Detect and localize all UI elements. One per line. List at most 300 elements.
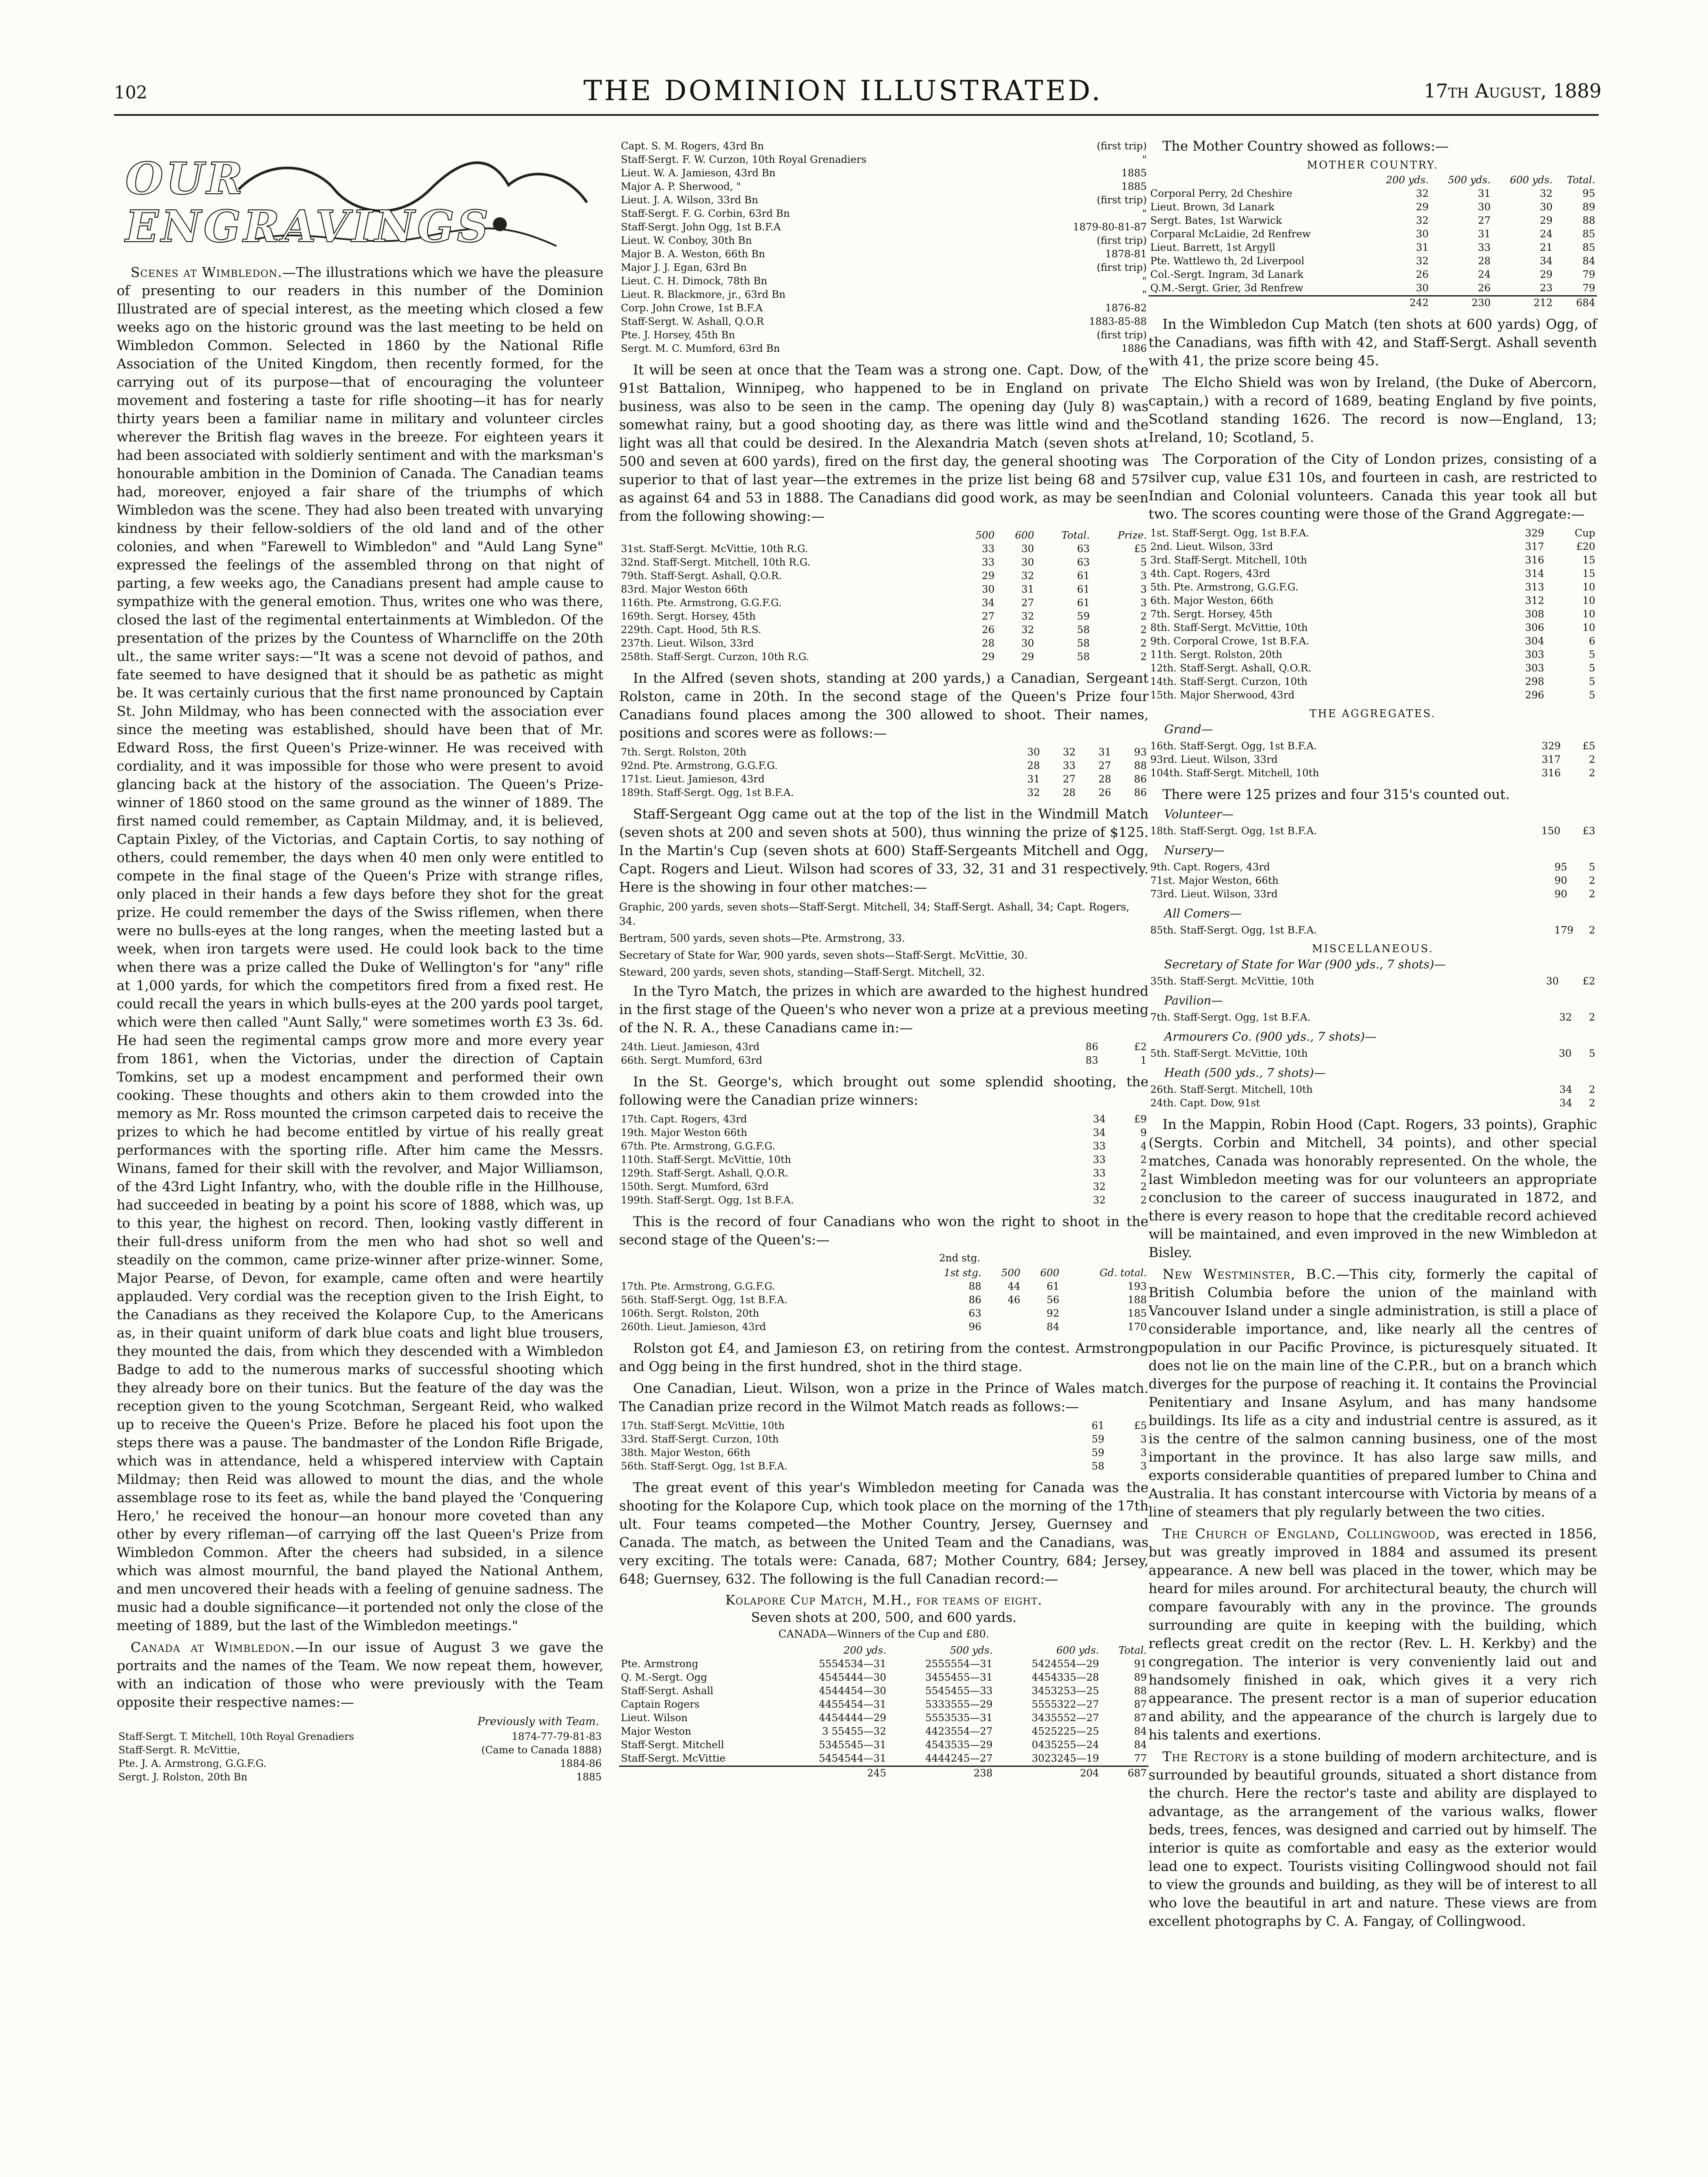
cell-name: 237th. Lieut. Wilson, 33rd	[621, 638, 754, 649]
team-member-years: 1886	[1121, 343, 1147, 354]
table-row	[619, 207, 1149, 221]
cell-value: 5	[1589, 663, 1595, 674]
cell-name: 15th. Major Sherwood, 43rd	[1150, 690, 1295, 701]
cell-value: 4455454—31	[819, 1699, 886, 1710]
logo-text: OUR ENGRAVINGS	[125, 153, 491, 252]
cell-value: 61	[1077, 584, 1090, 595]
team-member-name: Lieut. J. A. Wilson, 33rd Bn	[621, 195, 758, 206]
table-row	[117, 1771, 603, 1784]
team-member-name: Major B. A. Weston, 66th Bn	[621, 249, 765, 260]
team-member-years: 1883-85-88	[1089, 316, 1147, 327]
cell-name: 11th. Sergt. Rolston, 20th	[1150, 649, 1283, 661]
table-row	[619, 1658, 1149, 1671]
cell-value: 5	[1589, 1048, 1595, 1059]
elcho-paragraph: The Elcho Shield was won by Ireland, (the Duke of Abercorn, captain,) with a record of 1689, beating England by five points, Scotland standing 1626. The record is now—England, 13; Ireland, 10; Scotland, 5.	[1149, 375, 1597, 445]
cell-value: £3	[1582, 826, 1595, 837]
cell-value: 30	[982, 584, 995, 595]
cell-value: £5	[1582, 741, 1595, 752]
london-paragraph: The Corporation of the City of London prizes, consisting of a silver cup, value £31 10s, and fourteen in cash, are restricted to Indian and Colonial volunteers. Canada this year took all but two. The scores counting were those of the Grand Aggregate:—	[1149, 452, 1597, 522]
cell-value: 24	[1478, 269, 1491, 280]
table-header-row	[619, 1644, 1149, 1658]
cell-value: 32	[1559, 1012, 1572, 1023]
cell-name: Q. M.-Sergt. Ogg	[621, 1672, 707, 1683]
stgeorge-paragraph: In the St. George's, which brought out some splendid shooting, the following were the Canadian prize winners:	[619, 1074, 1149, 1108]
cell-value: £2	[1134, 1041, 1147, 1053]
cell-value: 96	[968, 1321, 982, 1333]
cell-value: 77	[1134, 1753, 1147, 1764]
wimbledon-heading: Scenes at Wimbledon.	[131, 265, 283, 280]
cell-value: 30	[1559, 1048, 1572, 1059]
cell-value: 10	[1582, 582, 1595, 593]
rectory-paragraph	[1149, 1748, 1597, 1931]
cell-value: 84	[1046, 1321, 1060, 1333]
cell-name: 189th. Staff-Sergt. Ogg, 1st B.F.A.	[621, 787, 794, 799]
cell-name: 229th. Capt. Hood, 5th R.S.	[621, 624, 761, 636]
table-row	[1149, 689, 1597, 702]
table-row	[619, 623, 1149, 637]
cell-value: 3	[1140, 1434, 1147, 1445]
cell-value: 329	[1525, 528, 1544, 539]
table-row	[619, 221, 1149, 234]
cell-value: 86	[1134, 787, 1147, 799]
cell-value: 15	[1582, 568, 1595, 580]
kolapore-title: Kolapore Cup Match, M.H., for teams of eight.	[725, 1593, 1042, 1608]
table-row	[619, 1113, 1149, 1126]
cell-value: 4544454—30	[819, 1685, 886, 1697]
cell-name: 2nd. Lieut. Wilson, 33rd	[1150, 541, 1273, 553]
table-row	[619, 140, 1149, 153]
table-row	[619, 1321, 1149, 1334]
cell-value: 4454444—29	[819, 1712, 886, 1724]
cell-value: 27	[982, 611, 995, 622]
misc-title: MISCELLANEOUS.	[1312, 943, 1434, 955]
cell-value: 29	[982, 570, 995, 582]
cell-value: 33	[1478, 242, 1491, 253]
cell-value: 3455455—31	[925, 1672, 993, 1683]
cell-value: £5	[1134, 543, 1147, 555]
tyro-paragraph: In the Tyro Match, the prizes in which are awarded to the highest hundred in the first stage of the Queen's who never won a prize at a previous meeting of the N. R. A., these Canadians came in:—	[619, 984, 1149, 1036]
cell-value: 2	[1140, 1181, 1147, 1193]
table-row	[1149, 1097, 1597, 1110]
cell-name: 12th. Staff-Sergt. Ashall, Q.O.R.	[1150, 663, 1311, 674]
issue-date: 17th August, 1889	[1424, 80, 1602, 102]
cell-value: 58	[1077, 638, 1090, 649]
table-row	[1149, 296, 1597, 310]
table-row	[1149, 228, 1597, 241]
table-row	[619, 1294, 1149, 1307]
rolston-paragraph: Rolston got £4, and Jamieson £3, on retiring from the contest. Armstrong and Ogg being in the first hundred, shot in the third stage.	[619, 1341, 1149, 1375]
cell-value: 58	[1092, 1461, 1105, 1472]
cell-value: 4444245—27	[925, 1753, 993, 1764]
cell-value: 32	[1416, 215, 1429, 226]
cell-name: 7th. Staff-Sergt. Ogg, 1st B.F.A.	[1150, 1012, 1310, 1023]
table-row	[619, 153, 1149, 167]
cell-value: 9	[1140, 1127, 1147, 1139]
table-row	[1149, 540, 1597, 554]
cell-name: 26th. Staff-Sergt. Mitchell, 10th	[1150, 1084, 1313, 1095]
table-row	[619, 1041, 1149, 1054]
cell-name	[619, 1644, 782, 1658]
table-row	[1149, 753, 1597, 767]
alexandria-table	[619, 529, 1149, 664]
cell-value: 32	[1540, 188, 1553, 199]
mother-title: MOTHER COUNTRY.	[1307, 159, 1439, 171]
cell-value: 500	[1001, 1267, 1021, 1279]
cell-value: 212	[1533, 297, 1553, 309]
cell-value: 30	[1021, 557, 1034, 568]
cell-value: 30	[1021, 543, 1034, 555]
cell-value: 88	[968, 1281, 982, 1292]
cell-value: 3435552—27	[1031, 1712, 1099, 1724]
cell-value: 313	[1525, 582, 1544, 593]
cell-value: 34	[1093, 1114, 1106, 1125]
cell-value: 2555554—31	[925, 1658, 993, 1670]
cell-value: 3	[1140, 597, 1147, 609]
cell-value: 24	[1540, 229, 1553, 240]
cell-name: Pte. Armstrong	[621, 1658, 698, 1670]
cell-value: 84	[1134, 1726, 1147, 1737]
cell-value: 200 yds.	[1386, 175, 1429, 186]
cell-value: 83	[1085, 1055, 1098, 1066]
cell-value: Gd. total.	[1099, 1267, 1147, 1279]
cell-value: 3	[1140, 1461, 1147, 1472]
team-member-name: Lieut. W. Conboy, 30th Bn	[621, 235, 752, 246]
cell-name: 8th. Staff-Sergt. McVittie, 10th	[1150, 622, 1308, 634]
cell-value: 28	[1063, 787, 1076, 799]
cell-value: 303	[1525, 649, 1544, 661]
cell-value: 2	[1589, 1084, 1595, 1095]
table-row	[619, 1671, 1149, 1685]
wimbledon-text: —The illustrations which we have the pleasure of presenting to our readers in this number of the Dominion Illustrated are of special interest, as the meeting which closed a few weeks ago on the historic ground was the last meeting to be held on Wimbledon Common. Selected in 1860 by the National Rifle Association of the United Kingdom, then recently formed, for the carrying out of its purpose—that of encouraging the volunteer movement and fostering a taste for rifle shooting—it has for nearly thirty years been a familiar name in military and volunteer circles wherever the British flag waves in the breeze. For eighteen years it had been associated with soldierly sentiment and with the marksman's honourable ambition in the Dominion of Canada. The Canadian teams had, moreover, enjoyed a fair share of the triumphs of which Wimbledon was the scene. They had also been treated with unvarying kindness by their fellow-soldiers of the old land and of the other colonies, and when "Farewell to Wimbledon" and "Auld Lang Syne" expressed the feelings of the assembled throng on that night of parting, a few weeks ago, the Canadians present had ample cause to sympathize with the general emotion. Thus, writes one who was there, closed the last of the regimental entertainments at Wimbledon. Of the presentation of the prizes by the Countess of Wharncliffe on the 20th ult., the same writer says:—"It was a scene not devoid of pathos, and fate seemed to have designed that it should be as pathetic as might be. It was certainly curious that the first name pronounced by Captain St. John Mildmay, who has been connected with the association ever since the meeting was established, should have been that of Mr. Edward Ross, the first Queen's Prize-winner. He was received with cordiality, and it was impossible for those who were present to avoid glancing back at the history of the association. The Queen's Prize-winner of 1860 stood on the same ground as the winner of 1889. The first named could remember, as Captain Mildmay, and, it is believed, Captain Pixley, of the Victorias, and Captain Cortis, to say nothing of others, could remember, the days when 40 men only were entitled to compete in the final stage of the Queen's Prize with strange rifles, only placed in their hands a few days before they shot for the great prize. He could remember the days of the Swiss riflemen, when there were no bulls-eyes at the long ranges, when the meeting lasted but a week, when iron targets were used. He could look back to the time when there was a prize called the Duke of Wellington's for "any" rifle at 1,000 yards, for which the competitors fired from a fixed rest. He could recall the years in which bulls-eyes at the 200 yards pool target, which were then called "Aunt Sally," were sometimes worth £3 3s. 6d. He had seen the regimental camps grow more and more every year from 1861, when the Victorias, under the direction of Captain Tomkins, set up a modest encampment and performed their own cooking. These thoughts and others akin to them crowded into the memory as Mr. Ross mounted the crimson carpeted dais to receive the prizes to which he had become entitled by virtue of his really great performances with the sporting rifle. After him came the Messrs. Winans, famed for their skill with the revolver, and Major Williamson, of the 43rd Light Infantry, who, with the double rifle in the Hillhouse, had succeeded in beating by a point his score of 1888, which was, up to this year, the highest on record. Then, looking vastly different in their full-dress uniform from the men who had shot so well and steadily on the common, came prize-winner after prize-winner. Some, Major Pearse, of Devon, for example, came often and were heartily applauded. Very cordial was the reception given to the Irish Eight, to the Canadians as they received the Kolapore Cup, to the Americans as, in their quaint uniform of dark blue coats and light blue trousers, they mounted the dais, from which they descended with a Wimbledon Badge to add to the numerous marks of successful shooting which they already bore on their tunics. But the feature of the day was the reception given to the young Scotchman, Sergeant Reid, who walked up to receive the Queen's Prize. Before he placed his foot upon the steps there was a pause. The bandmaster of the London Rifle Brigade, which was in attendance, held a whispered interview with Captain Mildmay; then Reid was allowed to mount the dias, and the whole assemblage rose to its feet as, while the band played the 'Conquering Hero,' he received the honour—an honour more coveted than any other by every rifleman—of carrying off the last Queen's Prize from Wimbledon Common. After the cheers had subsided, in a silence which was almost mournful, the band played the National Anthem, and men uncovered their heads with a feeling of genuine sadness. The music had a double significance—it portended not only the close of the meeting of 1889, but the last of the Wimbledon meetings."	[117, 265, 603, 1634]
team-member-years: (Came to Canada 1888)	[481, 1745, 602, 1756]
table-row	[619, 610, 1149, 623]
cell-name: 56th. Staff-Sergt. Ogg, 1st B.F.A.	[621, 1294, 788, 1306]
cell-value: 63	[1077, 557, 1090, 568]
cell-value: 2	[1589, 925, 1595, 936]
pavilion-label: Pavilion—	[1164, 994, 1223, 1008]
cell-name: 56th. Staff-Sergt. Ogg, 1st B.F.A.	[621, 1461, 788, 1472]
secretary-table	[1149, 975, 1597, 988]
cell-value: 317	[1541, 754, 1561, 765]
church-paragraph	[1149, 1525, 1597, 1744]
ogg-paragraph: Staff-Sergeant Ogg came out at the top of the list in the Windmill Match (seven shots at 200 and seven shots at 500), thus winning the prize of $125. In the Martin's Cup (seven shots at 600) Staff-Sergeants Mitchell and Ogg, Capt. Rogers and Lieut. Wilson had scores of 33, 32, 31 and 31 respectively. Here is the showing in four other matches:—	[619, 806, 1149, 895]
record-table	[619, 1267, 1149, 1334]
cell-value: 2	[1140, 638, 1147, 649]
cell-value: 61	[1046, 1281, 1060, 1292]
table-row	[619, 234, 1149, 248]
team-member-years: 1885	[576, 1772, 602, 1783]
table-row	[619, 261, 1149, 275]
team-member-years: 1885	[1121, 168, 1147, 179]
bertram-note: Bertram, 500 yards, seven shots—Pte. Armstrong, 33.	[619, 932, 905, 944]
cell-value: 26	[1098, 787, 1112, 799]
cell-value: 179	[1554, 925, 1573, 936]
cell-value: 28	[1478, 256, 1491, 267]
table-row	[619, 1685, 1149, 1698]
westminster-paragraph	[1149, 1265, 1597, 1521]
cell-name: 66th. Sergt. Mumford, 63rd	[621, 1055, 762, 1066]
table-row	[1149, 767, 1597, 780]
cell-value: 30	[1416, 283, 1429, 294]
cell-value: 1	[1140, 1055, 1147, 1066]
cell-value: 600 yds.	[1509, 175, 1553, 186]
table-row	[619, 637, 1149, 650]
cell-name: 17th. Capt. Rogers, 43rd	[621, 1114, 747, 1125]
cell-value: 230	[1471, 297, 1491, 309]
cell-value: 29	[1540, 269, 1553, 280]
cell-value: 5	[1589, 676, 1595, 687]
table-row	[619, 1280, 1149, 1294]
volunteer-table	[1149, 825, 1597, 838]
cell-name: Sergt. Bates, 1st Warwick	[1150, 215, 1282, 226]
cell-value: 684	[1576, 297, 1595, 309]
table-row	[619, 342, 1149, 356]
cell-value: 3453253—25	[1031, 1685, 1099, 1697]
our-engravings-logo	[117, 137, 603, 263]
cell-value: 86	[1085, 1041, 1098, 1053]
cell-value: 316	[1541, 768, 1561, 779]
cell-name: 33rd. Staff-Sergt. Curzon, 10th	[621, 1434, 779, 1445]
cell-name: 129th. Staff-Sergt. Ashall, Q.O.R.	[621, 1168, 788, 1179]
team-member-years: 1876-82	[1105, 303, 1147, 314]
cell-value: 88	[1582, 215, 1595, 226]
graphic-note: Graphic, 200 yards, seven shots—Staff-Sergt. Mitchell, 34; Staff-Sergt. Ashall, 34; Capt. Rogers, 34.	[619, 901, 1130, 927]
canada-text: —In our issue of August 3 we gave the portraits and the names of the Team. We now repeat them, however, with an indication of those who were previously with the Team opposite their respective names:—	[117, 1640, 603, 1710]
cell-value: Total.	[1061, 530, 1090, 541]
cell-value: 32	[1021, 611, 1034, 622]
table-row	[1149, 1083, 1597, 1097]
table-row	[1149, 861, 1597, 874]
cell-value: 84	[1582, 256, 1595, 267]
westminster-text: —This city, formerly the capital of British Columbia before the union of the mainland with Vancouver Island under a single administration, is still a place of considerable importance, and, like nearly all the centres of population in our Pacific Province, is picturesquely situated. It does not lie on the main line of the C.P.R., but on a branch which diverges for the purpose of reaching it. It contains the Provincial Penitentiary and Insane Asylum, and has many handsome buildings. Its life as a city and industrial centre is assured, as it is the centre of the salmon canning business, one of the most important in the province. It has also large saw mills, and exports considerable quantities of prepared lumber to China and Australia. It has constant intercourse with Victoria by means of a line of steamers that ply regularly between the two cities.	[1149, 1267, 1597, 1520]
cell-name: 35th. Staff-Sergt. McVittie, 10th	[1150, 976, 1314, 987]
team-member-years: (first trip)	[1097, 195, 1147, 206]
cell-name	[1149, 174, 1368, 187]
mappin-paragraph: In the Mappin, Robin Hood (Capt. Rogers, 33 points), Graphic (Sergts. Corbin and Mitchell, 34 points), and other special matches, Canada was honorably represented. On the whole, the last Wimbledon meeting was for our volunteers an appropriate conclusion to the career of success inaugurated in 1872, and there is every reason to hope that the creditable record achieved will be maintained, and even improved in the new Wimbledon at Bisley.	[1149, 1117, 1597, 1260]
cell-value: Cup	[1574, 528, 1595, 539]
cell-value: 32	[1416, 188, 1429, 199]
cell-value: 34	[1540, 256, 1553, 267]
team-member-name: Staff-Sergt. John Ogg, 1st B.F.A	[621, 222, 781, 233]
cell-value: 63	[968, 1308, 982, 1319]
team-member-years: 1885	[1121, 181, 1147, 192]
cell-value: 32	[1063, 747, 1076, 758]
table-row	[1149, 1011, 1597, 1024]
cell-name: 79th. Staff-Sergt. Ashall, Q.O.R.	[621, 570, 782, 582]
cell-name: 7th. Sergt. Rolston, 20th	[621, 747, 747, 758]
team-member-years: 1874-77-79-81-83	[512, 1731, 602, 1742]
cell-value: 31	[1478, 188, 1491, 199]
table-row	[1149, 581, 1597, 594]
cell-name: 3rd. Staff-Sergt. Mitchell, 10th	[1150, 555, 1307, 566]
cell-value	[983, 1307, 1022, 1321]
cell-value: 29	[1021, 651, 1034, 663]
cell-name: 17th. Staff-Sergt. McVittie, 10th	[621, 1420, 785, 1432]
cell-value: 46	[1007, 1294, 1021, 1306]
cell-value: 95	[1554, 862, 1567, 873]
cell-value: 4543535—29	[925, 1739, 993, 1751]
table-row	[117, 1757, 603, 1771]
cell-value: 1st stg.	[944, 1267, 982, 1279]
table-row	[619, 1766, 1149, 1781]
cell-value: 34	[982, 597, 995, 609]
cell-name: Staff-Sergt. Mitchell	[621, 1739, 724, 1751]
cell-value: 31	[1098, 747, 1112, 758]
cell-name: Staff-Sergt. McVittie	[621, 1753, 726, 1764]
aggregates-title: THE AGGREGATES.	[1309, 708, 1436, 720]
team-member-years: (first trip)	[1097, 262, 1147, 273]
cell-value: 314	[1525, 568, 1544, 580]
table-header-row	[619, 1267, 1149, 1280]
team-member-name: Sergt. M. C. Mumford, 63rd Bn	[621, 343, 780, 354]
cell-value: 308	[1525, 609, 1544, 620]
table-header-row	[619, 529, 1149, 543]
column-1	[117, 137, 603, 1789]
cell-name: Lieut. Wilson	[621, 1712, 688, 1724]
cell-value: 298	[1525, 676, 1544, 687]
cell-name: 17th. Pte. Armstrong, G.G.F.G.	[621, 1281, 775, 1292]
cell-value: 32	[1027, 787, 1040, 799]
cell-value: 27	[1063, 774, 1076, 785]
cell-name: 116th. Pte. Armstrong, G.G.F.G.	[621, 597, 782, 609]
table-row	[619, 570, 1149, 583]
table-row	[117, 1744, 603, 1757]
cell-value: 4545444—30	[819, 1672, 886, 1683]
table-row	[619, 1419, 1149, 1433]
cell-value: 26	[982, 624, 995, 636]
table-row	[619, 1712, 1149, 1725]
cell-name: Captain Rogers	[621, 1699, 700, 1710]
cell-value: 92	[1046, 1308, 1060, 1319]
cell-value: 317	[1525, 541, 1544, 553]
cell-value: 32	[1093, 1195, 1106, 1206]
table-row	[619, 596, 1149, 610]
table-row	[619, 248, 1149, 261]
cell-value: 32	[1021, 570, 1034, 582]
team-member-years: "	[1142, 276, 1147, 287]
cell-value: 2	[1140, 651, 1147, 663]
table-row	[1149, 675, 1597, 689]
table-row	[619, 315, 1149, 329]
team-member-years: (first trip)	[1097, 235, 1147, 246]
cell-value: 3	[1140, 570, 1147, 582]
team-member-name: Major A. P. Sherwood, "	[621, 181, 741, 192]
cell-value: Total.	[1118, 1645, 1147, 1656]
table-row	[619, 1140, 1149, 1153]
team-member-name: Staff-Sergt. F. G. Corbin, 63rd Bn	[621, 208, 790, 219]
cell-value: 5555322—27	[1031, 1699, 1099, 1710]
team-table-2	[619, 140, 1149, 356]
cell-value: £9	[1134, 1114, 1147, 1125]
rectory-heading: The Rectory	[1162, 1749, 1249, 1765]
cell-value: 5	[1589, 649, 1595, 661]
kolapore-table	[619, 1644, 1149, 1780]
team-member-years: (first trip)	[1097, 330, 1147, 341]
table-row	[619, 1307, 1149, 1321]
cell-value: 687	[1128, 1768, 1147, 1779]
table-row	[619, 1054, 1149, 1068]
wales-paragraph: One Canadian, Lieut. Wilson, won a prize in the Prince of Wales match. The Canadian prize record in the Wilmot Match reads as follows:—	[619, 1381, 1149, 1415]
table-row	[619, 329, 1149, 342]
cell-name: 104th. Staff-Sergt. Mitchell, 10th	[1150, 768, 1319, 779]
cell-name: Lieut. Barrett, 1st Argyll	[1150, 242, 1276, 253]
cell-name: 6th. Major Weston, 66th	[1150, 595, 1273, 607]
cell-value: 29	[982, 651, 995, 663]
table-row	[117, 1730, 603, 1744]
cell-value: £20	[1576, 541, 1595, 553]
team-member-name: Staff-Sergt. W. Ashall, Q.O.R	[621, 316, 764, 327]
cell-value: 59	[1077, 611, 1090, 622]
stgeorge-table	[619, 1113, 1149, 1207]
mother-paragraph: The Mother Country showed as follows:—	[1162, 138, 1449, 154]
table-row	[1149, 567, 1597, 581]
cell-value: 600	[1040, 1267, 1060, 1279]
cell-name: Major Weston	[621, 1726, 691, 1737]
cell-value: 5	[1589, 690, 1595, 701]
armourers-label: Armourers Co. (900 yds., 7 shots)—	[1164, 1030, 1377, 1044]
cell-value: 31	[1021, 584, 1034, 595]
table-row	[1149, 554, 1597, 567]
cell-name: 16th. Staff-Sergt. Ogg, 1st B.F.A.	[1150, 741, 1317, 752]
kolapore-subtitle: Seven shots at 200, 500, and 600 yards.	[751, 1610, 1017, 1625]
cell-name: 106th. Sergt. Rolston, 20th	[621, 1308, 759, 1319]
cell-value: 10	[1582, 622, 1595, 634]
cell-value: 58	[1077, 624, 1090, 636]
table-row	[1149, 255, 1597, 268]
cell-value: 26	[1478, 283, 1491, 294]
record-head-top: 2nd stg.	[939, 1253, 980, 1264]
cell-name: 4th. Capt. Rogers, 43rd	[1150, 568, 1270, 580]
table-row	[619, 1725, 1149, 1739]
team-member-years: "	[1142, 154, 1147, 165]
armourers-table	[1149, 1047, 1597, 1061]
cell-name: 150th. Sergt. Mumford, 63rd	[621, 1181, 769, 1193]
cell-value: 88	[1134, 760, 1147, 772]
secretary-label: Secretary of State for War (900 yds., 7 shots)—	[1164, 958, 1446, 971]
cell-value: 245	[867, 1768, 886, 1779]
cell-value: 5	[1140, 557, 1147, 568]
team-strong-paragraph: It will be seen at once that the Team was a strong one. Capt. Dow, of the 91st Battalion, Winnipeg, who happened to be in England on private business, was also to be seen in the camp. The opening day (July 8) was somewhat rainy, but a good shooting day, as there was little wind and the light was all that could be desired. In the Alexandria Match (seven shots at 500 and seven at 600 yards), fired on the first day, the general shooting was superior to that of last year—the extremes in the prize list being 68 and 57 as against 64 and 53 in 1888. The Canadians did good work, as may be seen from the following showing:—	[619, 362, 1149, 524]
cell-value: 3	[1140, 584, 1147, 595]
cell-name	[619, 529, 957, 543]
table-row	[619, 1180, 1149, 1194]
steward-note: Steward, 200 yards, seven shots, standing—Staff-Sergt. Mitchell, 32.	[619, 966, 985, 978]
cell-value: 63	[1077, 543, 1090, 555]
westminster-heading: New Westminster, B.C.	[1162, 1267, 1336, 1282]
table-row	[1149, 621, 1597, 635]
cell-value: 303	[1525, 663, 1544, 674]
table-row	[619, 1739, 1149, 1752]
table-row	[619, 194, 1149, 207]
table-row	[619, 759, 1149, 773]
team-member-name: Lieut. C. H. Dimock, 78th Bn	[621, 276, 768, 287]
cell-value: 296	[1525, 690, 1544, 701]
cell-value: 15	[1582, 555, 1595, 566]
cell-value: 31	[1027, 774, 1040, 785]
table-row	[619, 1446, 1149, 1460]
cell-value: 2	[1589, 889, 1595, 900]
cell-value: 34	[1093, 1127, 1106, 1139]
table-row	[619, 1752, 1149, 1766]
cell-value: 86	[968, 1294, 982, 1306]
cell-name: Corporal Perry, 2d Cheshire	[1150, 188, 1293, 199]
nursery-table	[1149, 861, 1597, 901]
cell-value: 95	[1582, 188, 1595, 199]
cell-name: 31st. Staff-Sergt. McVittie, 10th R.G.	[621, 543, 809, 555]
table-row	[1149, 648, 1597, 662]
cell-name: Staff-Sergt. Ashall	[621, 1685, 714, 1697]
column-2	[619, 137, 1149, 1786]
